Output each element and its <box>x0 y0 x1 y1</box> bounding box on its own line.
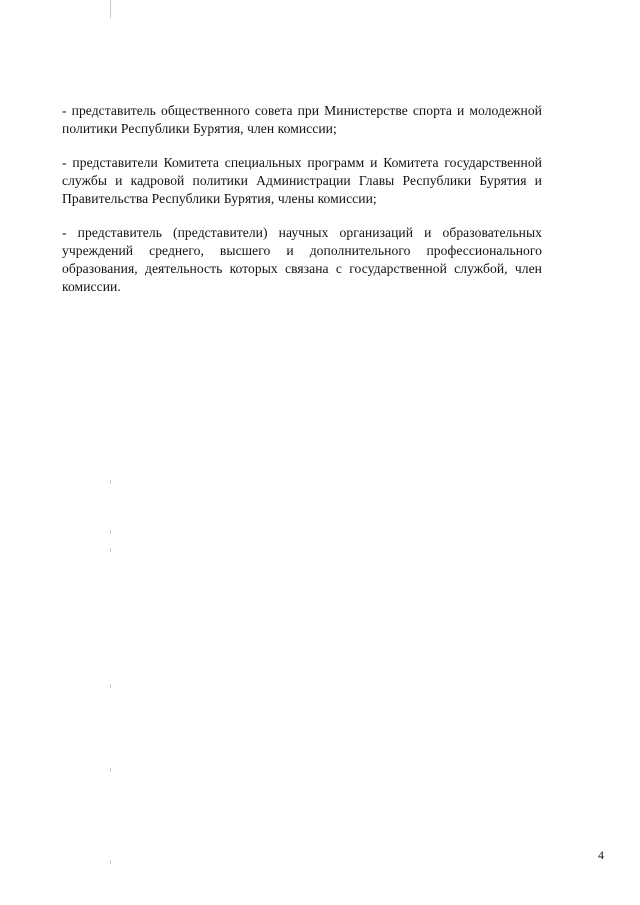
page-number: 4 <box>598 848 604 862</box>
document-body <box>62 102 542 312</box>
scan-artifact-4 <box>110 684 111 688</box>
scan-artifact-top <box>110 0 111 18</box>
scan-artifact-3 <box>110 548 111 552</box>
scan-artifact-6 <box>110 860 111 864</box>
scan-artifact-5 <box>110 768 111 772</box>
paragraph-committee-representatives: - представители Комитета специальных программ и Комитета государственной службы и кадровой политики Администрации Главы Республики Бурятия и Правительства Республики Бурятия, члены комиссии; <box>62 155 542 206</box>
paragraph-scientific-organizations-representative: - представитель (представители) научных организаций и образовательных учреждений среднего, высшего и дополнительного профессионального образования, деятельность которых связана с государственной службой, член комиссии. <box>62 225 542 294</box>
scan-artifact-2 <box>110 530 111 534</box>
paragraph-public-council-representative: - представитель общественного совета при Министерстве спорта и молодежной политики Республики Бурятия, член комиссии; <box>62 103 542 136</box>
scan-artifact-1 <box>110 480 111 484</box>
